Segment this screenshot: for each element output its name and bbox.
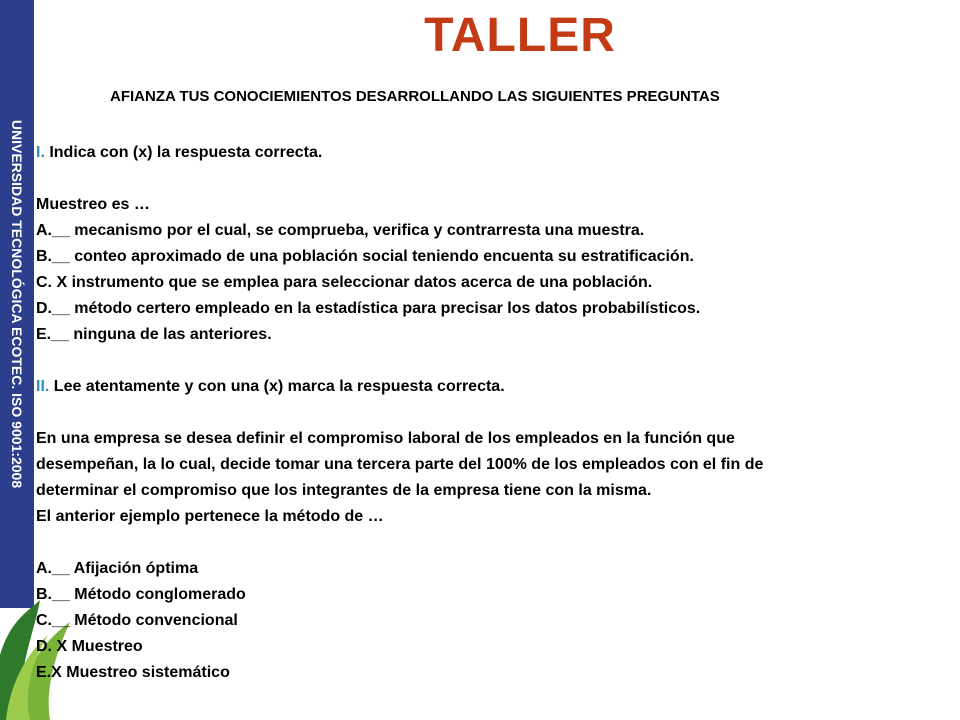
option-2e: E.X Muestreo sistemático	[36, 664, 230, 681]
paragraph-line: determinar el compromiso que los integrantes de la empresa tiene con la misma.	[36, 482, 652, 499]
section-1-instruction: Indica con (x) la respuesta correcta.	[44, 144, 323, 161]
section-2-instruction: Lee atentamente y con una (x) marca la respuesta correcta.	[49, 378, 505, 395]
question-content	[36, 140, 936, 686]
option-1a: A.__ mecanismo por el cual, se comprueba, verifica y contrarresta una muestra.	[36, 222, 645, 239]
section-2-heading	[36, 374, 936, 400]
option-1c: C. X instrumento que se emplea para seleccionar datos acerca de una población.	[36, 274, 653, 291]
section-2-numeral: II.	[36, 378, 50, 395]
sidebar-band	[0, 0, 34, 608]
sidebar-university-label: UNIVERSIDAD TECNOLÓGICA ECOTEC. ISO 9001:2008	[9, 119, 25, 489]
paragraph-line: desempeñan, la lo cual, decide tomar una tercera parte del 100% de los empleados con el fin de	[36, 456, 764, 473]
option-2a: A.__ Afijación óptima	[36, 560, 199, 577]
page-title: TALLER	[424, 9, 616, 62]
paragraph-line: En una empresa se desea definir el compromiso laboral de los empleados en la función que	[36, 430, 735, 447]
option-2b: B.__ Método conglomerado	[36, 586, 246, 603]
page-subtitle: AFIANZA TUS CONOCIEMIENTOS DESARROLLANDO LAS SIGUIENTES PREGUNTAS	[110, 88, 720, 105]
option-1d: D.__ método certero empleado en la estadística para precisar los datos probabilísticos.	[36, 300, 701, 317]
option-2c: C.__ Método convencional	[36, 612, 238, 629]
option-1b: B.__ conteo aproximado de una población social teniendo encuenta su estratificación.	[36, 248, 694, 265]
question-1-text: Muestreo es …	[36, 196, 150, 213]
section-1-numeral: I.	[36, 144, 45, 161]
option-1e: E.__ ninguna de las anteriores.	[36, 326, 272, 343]
section-1-heading	[36, 140, 936, 166]
question-2-text: El anterior ejemplo pertenece la método de …	[36, 508, 384, 525]
option-2d: D. X Muestreo	[36, 638, 143, 655]
